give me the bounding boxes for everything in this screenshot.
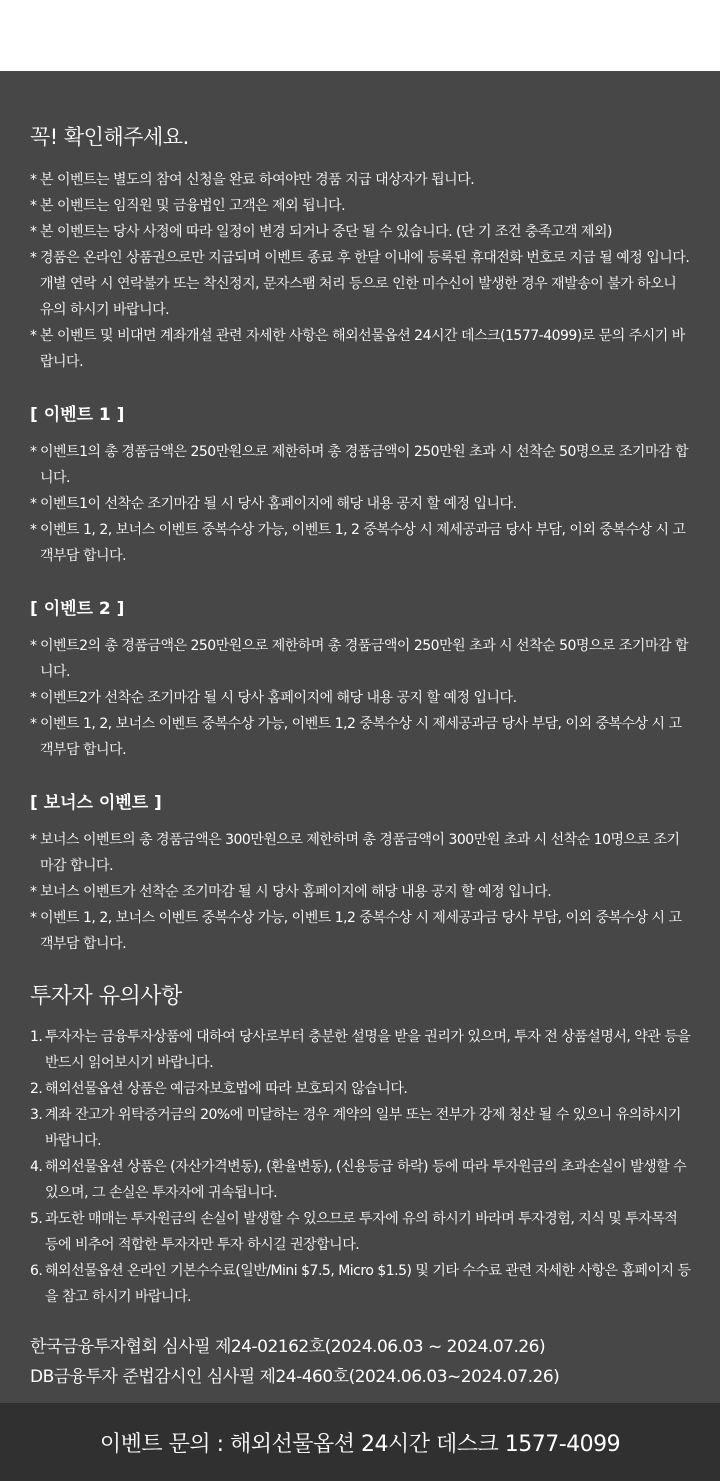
review-approval xyxy=(30,1332,692,1392)
notice-item: * 본 이벤트는 임직원 및 금융법인 고객은 제외 됩니다. xyxy=(30,193,692,219)
bonus-event-list xyxy=(30,827,692,957)
notice-item: * 본 이벤트 및 비대면 계좌개설 관련 자세한 사항은 해외선물옵션 24시간 데스크(1577-4099)로 문의 주시기 바랍니다. xyxy=(30,323,692,375)
event1-item: * 이벤트 1, 2, 보너스 이벤트 중복수상 가능, 이벤트 1, 2 중복수상 시 제세공과금 당사 부담, 이외 중복수상 시 고객부담 합니다. xyxy=(30,517,692,569)
event1-list xyxy=(30,439,692,569)
item-number: 2. xyxy=(30,1081,43,1097)
event2-item: * 이벤트2가 선착순 조기마감 될 시 당사 홈페이지에 해당 내용 공지 할 예정 입니다. xyxy=(30,685,692,711)
notice-panel xyxy=(0,71,720,1403)
event2-item: * 이벤트 1, 2, 보너스 이벤트 중복수상 가능, 이벤트 1,2 중복수상 시 제세공과금 당사 부담, 이외 중복수상 시 고객부담 합니다. xyxy=(30,711,692,763)
item-text: 해외선물옵션 상품은 (자산가격변동), (환율변동), (신용등급 하락) 등에 따라 투자원금의 초과손실이 발생할 수 있으며, 그 손실은 투자자에 귀속됩니다. xyxy=(45,1159,687,1201)
item-text: 과도한 매매는 투자원금의 손실이 발생할 수 있으므로 투자에 유의 하시기 바라며 투자경험, 지식 및 투자목적 등에 비추어 적합한 투자자만 투자 하시길 권장합니다. xyxy=(45,1211,678,1253)
item-text: 해외선물옵션 상품은 예금자보호법에 따라 보호되지 않습니다. xyxy=(45,1081,408,1097)
event1-item: * 이벤트1의 총 경품금액은 250만원으로 제한하며 총 경품금액이 250만원 초과 시 선착순 50명으로 조기마감 합니다. xyxy=(30,439,692,491)
item-number: 6. xyxy=(30,1263,43,1279)
bonus-event-item: * 보너스 이벤트의 총 경품금액은 300만원으로 제한하며 총 경품금액이 300만원 초과 시 선착순 10명으로 조기마감 합니다. xyxy=(30,827,692,879)
investor-notice-item xyxy=(30,1076,692,1102)
notice-list xyxy=(30,167,692,375)
bonus-event-item: * 이벤트 1, 2, 보너스 이벤트 중복수상 가능, 이벤트 1,2 중복수상 시 제세공과금 당사 부담, 이외 중복수상 시 고객부담 합니다. xyxy=(30,905,692,957)
event2-title: [ 이벤트 2 ] xyxy=(30,599,125,619)
bonus-event-title: [ 보너스 이벤트 ] xyxy=(30,793,162,813)
investor-notice-item xyxy=(30,1024,692,1076)
top-blank-area xyxy=(0,0,720,71)
notice-title: 꼭! 확인해주세요. xyxy=(30,125,189,149)
event-inquiry-footer xyxy=(0,1403,720,1481)
event2-list xyxy=(30,633,692,763)
investor-notice-item xyxy=(30,1102,692,1154)
investor-notice-item xyxy=(30,1154,692,1206)
event1-title: [ 이벤트 1 ] xyxy=(30,405,125,425)
notice-item: * 본 이벤트는 별도의 참여 신청을 완료 하여야만 경품 지급 대상자가 됩니다. xyxy=(30,167,692,193)
investor-notice-item xyxy=(30,1258,692,1310)
item-text: 투자자는 금융투자상품에 대하여 당사로부터 충분한 설명을 받을 권리가 있으며, 투자 전 상품설명서, 약관 등을 반드시 읽어보시기 바랍니다. xyxy=(45,1029,691,1071)
item-number: 4. xyxy=(30,1159,43,1175)
review-approval-kofia: 한국금융투자협회 심사필 제24-02162호(2024.06.03 ~ 2024.07.26) xyxy=(30,1337,546,1357)
bonus-event-item: * 보너스 이벤트가 선착순 조기마감 될 시 당사 홈페이지에 해당 내용 공지 할 예정 입니다. xyxy=(30,879,692,905)
event1-item: * 이벤트1이 선착순 조기마감 될 시 당사 홈페이지에 해당 내용 공지 할 예정 입니다. xyxy=(30,491,692,517)
item-number: 3. xyxy=(30,1107,43,1123)
investor-notice-title: 투자자 유의사항 xyxy=(30,984,182,1009)
event-inquiry-text: 이벤트 문의 : 해외선물옵션 24시간 데스크 1577-4099 xyxy=(99,1431,621,1457)
item-number: 5. xyxy=(30,1211,43,1227)
event2-item: * 이벤트2의 총 경품금액은 250만원으로 제한하며 총 경품금액이 250만원 초과 시 선착순 50명으로 조기마감 합니다. xyxy=(30,633,692,685)
item-number: 1. xyxy=(30,1029,43,1045)
notice-item: * 경품은 온라인 상품권으로만 지급되며 이벤트 종료 후 한달 이내에 등록된 휴대전화 번호로 지급 될 예정 입니다. 개별 연락 시 연락불가 또는 착신정지, 문자스팸 처리 등으로 인한 미수신이 발생한 경우 재발송이 불가 하오니 유의 하시기 바랍니다. xyxy=(30,245,692,323)
item-text: 해외선물옵션 온라인 기본수수료(일반/Mini $7.5, Micro $1.5) 및 기타 수수료 관련 자세한 사항은 홈페이지 등을 참고 하시기 바랍니다. xyxy=(45,1263,691,1305)
review-approval-compliance: DB금융투자 준법감시인 심사필 제24-460호(2024.06.03~2024.07.26) xyxy=(30,1367,560,1387)
investor-notice-list xyxy=(30,1024,692,1310)
item-text: 계좌 잔고가 위탁증거금의 20%에 미달하는 경우 계약의 일부 또는 전부가 강제 청산 될 수 있으니 유의하시기 바랍니다. xyxy=(45,1107,681,1149)
investor-notice-item xyxy=(30,1206,692,1258)
notice-item: * 본 이벤트는 당사 사정에 따라 일정이 변경 되거나 중단 될 수 있습니다. (단 기 조건 충족고객 제외) xyxy=(30,219,692,245)
